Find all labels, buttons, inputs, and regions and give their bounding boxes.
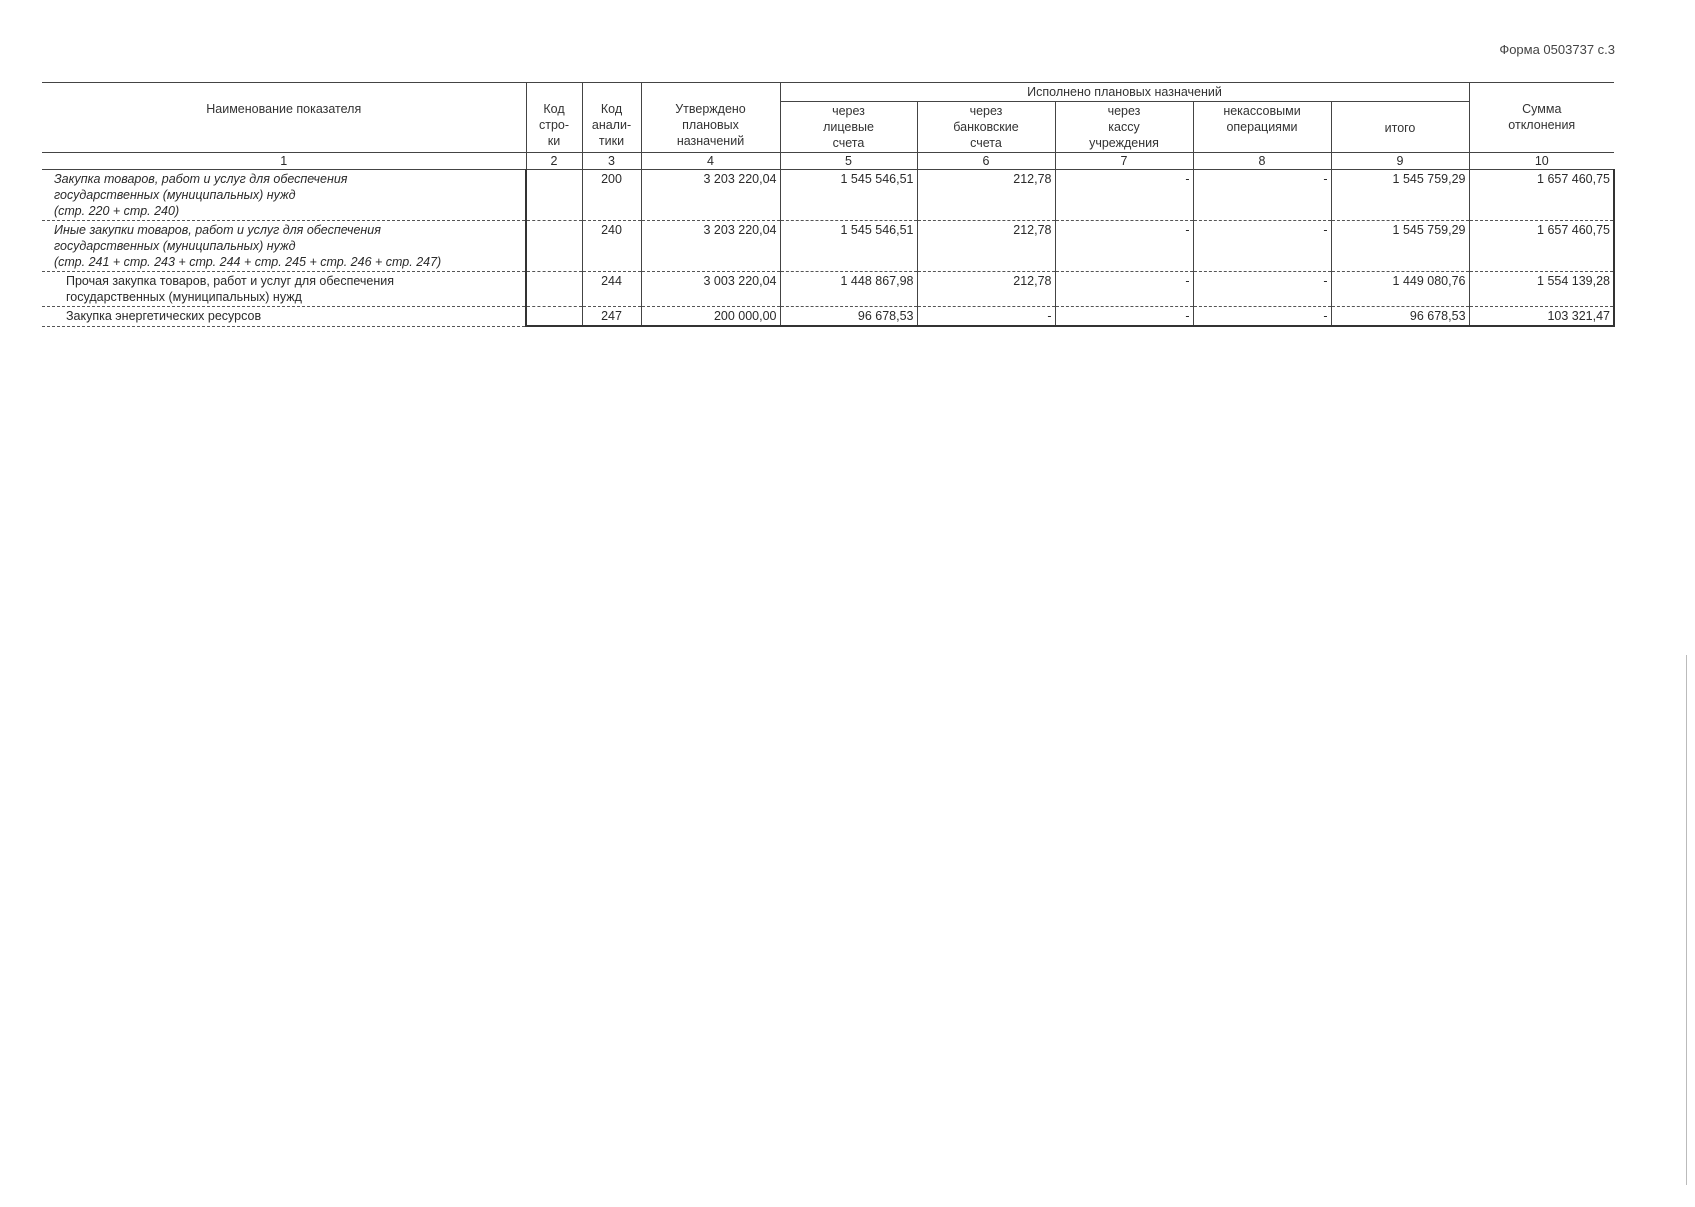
- row-code: [526, 170, 582, 221]
- noncash-value: -: [1193, 221, 1331, 272]
- total-value: 1 545 759,29: [1331, 221, 1469, 272]
- approved-value: 3 203 220,04: [641, 221, 780, 272]
- column-number: 10: [1469, 153, 1614, 170]
- deviation-value: 1 657 460,75: [1469, 221, 1614, 272]
- column-number: 3: [582, 153, 641, 170]
- row-name: Закупка товаров, работ и услуг для обеспечения государственных (муниципальных) нужд (стр. 220 + стр. 240): [42, 170, 526, 221]
- row-name: Закупка энергетических ресурсов: [42, 307, 526, 327]
- column-number: 4: [641, 153, 780, 170]
- form-reference: Форма 0503737 с.3: [1499, 42, 1615, 57]
- header-total: итого: [1331, 102, 1469, 153]
- via-bank-value: -: [917, 307, 1055, 327]
- noncash-value: -: [1193, 307, 1331, 327]
- via-personal-value: 1 545 546,51: [780, 221, 917, 272]
- header-executed-group: Исполнено плановых назначений: [780, 83, 1469, 102]
- execution-report-table: [42, 82, 1615, 327]
- column-number: 9: [1331, 153, 1469, 170]
- noncash-value: -: [1193, 170, 1331, 221]
- approved-value: 3 003 220,04: [641, 272, 780, 307]
- column-number: 8: [1193, 153, 1331, 170]
- table-row: [42, 272, 1614, 307]
- analytic-code: 247: [582, 307, 641, 327]
- total-value: 1 449 080,76: [1331, 272, 1469, 307]
- table-body: [42, 170, 1614, 327]
- deviation-value: 1 657 460,75: [1469, 170, 1614, 221]
- header-via-cash: через кассу учреждения: [1055, 102, 1193, 153]
- total-value: 96 678,53: [1331, 307, 1469, 327]
- via-bank-value: 212,78: [917, 221, 1055, 272]
- table-row: [42, 307, 1614, 327]
- via-cash-value: -: [1055, 307, 1193, 327]
- scan-edge-line: [1686, 655, 1687, 1185]
- row-code: [526, 307, 582, 327]
- column-number: 1: [42, 153, 526, 170]
- header-approved: Утверждено плановых назначений: [641, 83, 780, 153]
- row-name: Прочая закупка товаров, работ и услуг для обеспечения государственных (муниципальных) нужд: [42, 272, 526, 307]
- via-cash-value: -: [1055, 170, 1193, 221]
- row-code: [526, 272, 582, 307]
- header-name: Наименование показателя: [42, 83, 526, 153]
- deviation-value: 103 321,47: [1469, 307, 1614, 327]
- header-row-code: Код стро- ки: [526, 83, 582, 153]
- table-row: [42, 170, 1614, 221]
- header-via-bank: через банковские счета: [917, 102, 1055, 153]
- analytic-code: 240: [582, 221, 641, 272]
- header-analytic-code: Код анали- тики: [582, 83, 641, 153]
- header-noncash: некассовыми операциями: [1193, 102, 1331, 153]
- column-numbers-row: [42, 153, 1614, 170]
- row-name: Иные закупки товаров, работ и услуг для обеспечения государственных (муниципальных) нужд (стр. 241 + стр. 243 + стр. 244 + стр. 245 + стр. 246 + стр. 247): [42, 221, 526, 272]
- column-number: 2: [526, 153, 582, 170]
- via-bank-value: 212,78: [917, 272, 1055, 307]
- table-row: [42, 221, 1614, 272]
- analytic-code: 244: [582, 272, 641, 307]
- via-bank-value: 212,78: [917, 170, 1055, 221]
- via-personal-value: 96 678,53: [780, 307, 917, 327]
- column-number: 6: [917, 153, 1055, 170]
- via-cash-value: -: [1055, 221, 1193, 272]
- header-deviation: Сумма отклонения: [1469, 83, 1614, 153]
- row-code: [526, 221, 582, 272]
- table-header: [42, 83, 1614, 170]
- column-number: 5: [780, 153, 917, 170]
- approved-value: 3 203 220,04: [641, 170, 780, 221]
- approved-value: 200 000,00: [641, 307, 780, 327]
- via-personal-value: 1 448 867,98: [780, 272, 917, 307]
- via-personal-value: 1 545 546,51: [780, 170, 917, 221]
- header-via-personal: через лицевые счета: [780, 102, 917, 153]
- via-cash-value: -: [1055, 272, 1193, 307]
- column-number: 7: [1055, 153, 1193, 170]
- deviation-value: 1 554 139,28: [1469, 272, 1614, 307]
- total-value: 1 545 759,29: [1331, 170, 1469, 221]
- noncash-value: -: [1193, 272, 1331, 307]
- analytic-code: 200: [582, 170, 641, 221]
